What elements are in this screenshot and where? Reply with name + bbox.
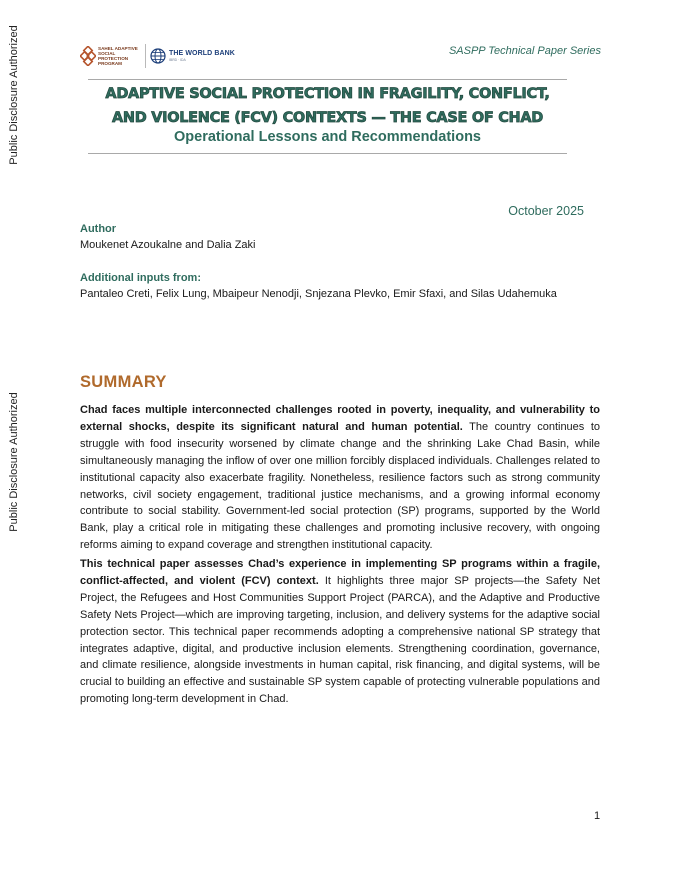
- sahel-program-logo: [80, 44, 146, 68]
- sahel-logo-text: SAHEL ADAPTIVE SOCIAL PROTECTION PROGRAM: [98, 45, 138, 67]
- additional-inputs-names: Pantaleo Creti, Felix Lung, Mbaipeur Nenodji, Snjezana Plevko, Emir Sfaxi, and Silas Udahemuka: [80, 288, 557, 300]
- author-label: Author: [80, 223, 117, 235]
- summary-p1-body: The country continues to struggle with food insecurity worsened by climate change and the shrinking Lake Chad Basin, while simultaneously managing the inflow of over one million forcibly displaced individuals. Challenges related to institutional capacity also exacerbate fragility. Nonetheless, resilience factors such as strong community networks, civil society engagement, traditional justice mechanisms, and a growing informal economy contribute to social stability. Government-led social protection (SP) programs, supported by the World Bank, play a critical role in mitigating these challenges and promoting inclusive recovery, with ongoing reforms aiming to expand coverage and strengthen institutional capacity.: [80, 420, 600, 552]
- page-number: 1: [594, 810, 601, 822]
- title-line-2: AND VIOLENCE (FCV) CONTEXTS — THE CASE OF CHAD: [111, 110, 544, 126]
- author-names: Moukenet Azoukalne and Dalia Zaki: [80, 239, 256, 251]
- disclosure-stamp-bottom: [8, 392, 20, 532]
- series-label: SASPP Technical Paper Series: [448, 45, 601, 57]
- additional-inputs-label: Additional inputs from:: [80, 272, 201, 284]
- title-line-1: ADAPTIVE SOCIAL PROTECTION IN FRAGILITY, CONFLICT,: [105, 86, 550, 102]
- world-bank-logo: [150, 45, 235, 67]
- summary-paragraph-2: [80, 556, 600, 708]
- page-title: [80, 82, 575, 130]
- summary-heading: SUMMARY: [80, 373, 167, 391]
- world-bank-name: THE WORLD BANK: [169, 50, 235, 57]
- disclosure-stamp-top: [8, 25, 20, 165]
- summary-p2-body: It highlights three major SP projects—the Safety Net Project, the Refugees and Host Communities Support Project (PARCA), and the Adaptive and Productive Safety Nets Project—which are improving targeting, inclusion, and delivery systems for the adaptive social protection sector. This technical paper recommends adopting a comprehensive national SP strategy that integrates adaptive, digital, and productive inclusion elements. Strengthening coordination, governance, and climate resilience, alongside investments in human capital, risk financing, and digital systems, will be crucial to building an effective and sustainable SP system capable of protecting vulnerable populations and promoting long-term development in Chad.: [80, 574, 600, 706]
- sahel-knot-icon: [80, 46, 96, 66]
- disclosure-stamp-top-text: Public Disclosure Authorized: [8, 25, 20, 165]
- summary-p1-lead: Chad faces multiple interconnected challenges rooted in poverty, inequality, and vulnerability to external shocks, despite its significant natural and human potential.: [80, 404, 600, 433]
- page-subtitle: Operational Lessons and Recommendations: [174, 129, 481, 145]
- disclosure-stamp-bottom-text: Public Disclosure Authorized: [8, 392, 20, 532]
- title-rule-bottom: [88, 153, 567, 154]
- summary-p2-lead: This technical paper assesses Chad’s experience in implementing SP programs within a fragile, conflict-affected, and violent (FCV) context.: [80, 558, 600, 587]
- world-bank-globe-icon: [150, 48, 166, 64]
- logo-divider: [145, 44, 146, 68]
- publication-date: October 2025: [508, 204, 584, 218]
- world-bank-subtitle: IBRD · IDA: [169, 58, 186, 62]
- summary-paragraph-1: [80, 402, 600, 554]
- title-rule-top: [88, 79, 567, 80]
